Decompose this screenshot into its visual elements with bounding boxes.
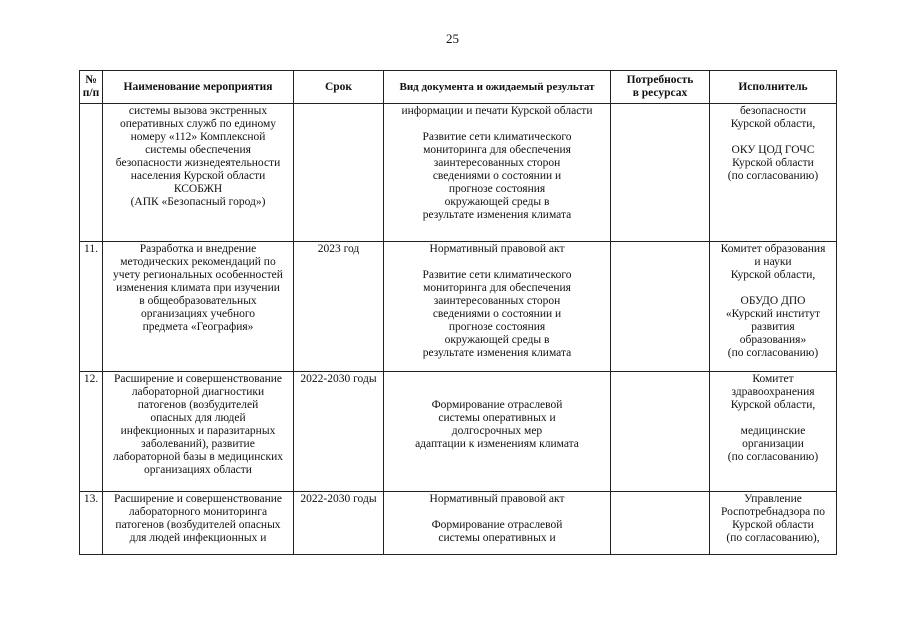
cell-line: Развитие сети климатического — [422, 269, 572, 281]
cell-line: Разработка и внедрение — [139, 243, 257, 255]
header-row — [80, 71, 837, 104]
cell-line: адаптации к изменениям климата — [415, 438, 579, 450]
cell-line: населения Курской области — [130, 170, 266, 182]
cell-line: учету региональных особенностей — [113, 269, 283, 281]
cell-line: системы обеспечения — [145, 144, 251, 156]
cell-line: ОКУ ЦОД ГОЧС — [731, 144, 815, 156]
cell-line: лабораторного мониторинга — [128, 506, 268, 518]
expected-result — [384, 242, 611, 372]
cell-line: Курской области — [732, 157, 814, 169]
resource-needs — [611, 242, 710, 372]
expected-result — [384, 492, 611, 555]
resource-needs — [611, 372, 710, 492]
measure-name — [103, 242, 294, 372]
row-number — [80, 104, 103, 242]
cell-line: системы оперативных и — [438, 412, 556, 424]
header-result: Вид документа и ожидаемый результат — [384, 71, 611, 104]
cell-line: Нормативный правовой акт — [429, 493, 565, 505]
cell-line: «Курский институт — [725, 308, 821, 320]
page-number: 25 — [446, 31, 459, 46]
cell-line: для людей инфекционных и — [129, 532, 267, 544]
cell-line: и науки — [754, 256, 792, 268]
measures-table — [79, 70, 837, 555]
cell-line: окружающей среды в — [444, 334, 550, 346]
resource-needs — [611, 104, 710, 242]
cell-line — [712, 412, 834, 425]
cell-line: оперативных служб по единому — [119, 118, 277, 130]
cell-line: сведениями о состоянии и — [432, 308, 562, 320]
cell-line: в общеобразовательных — [139, 295, 257, 307]
measure-name — [103, 492, 294, 555]
table-row — [80, 492, 837, 555]
executor — [710, 372, 837, 492]
measure-name — [103, 372, 294, 492]
cell-line — [386, 373, 608, 386]
cell-line: патогенов (возбудителей — [137, 399, 259, 411]
cell-line: мониторинга для обеспечения — [423, 144, 571, 156]
cell-line: мониторинга для обеспечения — [423, 282, 571, 294]
cell-line: (по согласованию) — [727, 451, 819, 463]
cell-line: информации и печати Курской области — [401, 105, 593, 117]
cell-line: сведениями о состоянии и — [432, 170, 562, 182]
executor — [710, 104, 837, 242]
cell-line: Курской области, — [730, 399, 816, 411]
term: 2023 год — [294, 242, 384, 372]
cell-line: Курской области, — [730, 269, 816, 281]
cell-line: Расширение и совершенствование — [114, 373, 282, 385]
cell-line: Управление — [744, 493, 802, 505]
row-number: 12. — [80, 372, 103, 492]
cell-line: результате изменения климата — [422, 347, 572, 359]
cell-line — [712, 282, 834, 295]
cell-line: Расширение и совершенствование — [114, 493, 282, 505]
cell-line: заинтересованных сторон — [433, 157, 561, 169]
cell-line: системы вызова экстренных — [128, 105, 268, 117]
cell-line: заболеваний), развитие — [141, 438, 255, 450]
header-executor: Исполнитель — [710, 71, 837, 104]
header-needs: Потребность в ресурсах — [611, 71, 710, 104]
expected-result — [384, 104, 611, 242]
measure-name — [103, 104, 294, 242]
cell-line: (по согласованию), — [726, 532, 820, 544]
header-num: № п/п — [80, 71, 103, 104]
cell-line: развития — [751, 321, 795, 333]
cell-line: КСОБЖН — [173, 183, 223, 195]
cell-line: ОБУДО ДПО — [740, 295, 806, 307]
executor — [710, 242, 837, 372]
table-row — [80, 104, 837, 242]
cell-line: опасных для людей — [150, 412, 246, 424]
cell-line: лабораторной диагностики — [131, 386, 265, 398]
cell-line — [386, 118, 608, 131]
cell-line: патогенов (возбудителей опасных — [115, 519, 281, 531]
term: 2022-2030 годы — [294, 372, 384, 492]
cell-line: результате изменения климата — [422, 209, 572, 221]
header-name: Наименование мероприятия — [103, 71, 294, 104]
cell-line: Курской области — [732, 519, 814, 531]
cell-line: лабораторной базы в медицинских — [112, 451, 283, 463]
row-number: 11. — [80, 242, 103, 372]
cell-line: прогнозе состояния — [448, 183, 546, 195]
cell-line: (по согласованию) — [727, 170, 819, 182]
cell-line: изменения климата при изучении — [116, 282, 280, 294]
cell-line: Формирование отраслевой — [431, 399, 563, 411]
cell-line: организации — [742, 438, 804, 450]
cell-line: прогнозе состояния — [448, 321, 546, 333]
cell-line: Развитие сети климатического — [422, 131, 572, 143]
cell-line: Курской области, — [730, 118, 816, 130]
cell-line: системы оперативных и — [438, 532, 556, 544]
cell-line: организациях области — [144, 464, 252, 476]
row-number: 13. — [80, 492, 103, 555]
term: 2022-2030 годы — [294, 492, 384, 555]
cell-line: Комитет образования — [720, 243, 826, 255]
cell-line: Комитет — [752, 373, 794, 385]
executor — [710, 492, 837, 555]
table-row — [80, 372, 837, 492]
cell-line: безопасности жизнедеятельности — [115, 157, 281, 169]
cell-line: номеру «112» Комплексной — [130, 131, 266, 143]
cell-line: медицинские — [740, 425, 806, 437]
term — [294, 104, 384, 242]
cell-line: окружающей среды в — [444, 196, 550, 208]
cell-line: предмета «География» — [142, 321, 254, 333]
cell-line — [386, 256, 608, 269]
cell-line: (по согласованию) — [727, 347, 819, 359]
header-term: Срок — [294, 71, 384, 104]
cell-line — [712, 131, 834, 144]
cell-line: Формирование отраслевой — [431, 519, 563, 531]
cell-line — [386, 386, 608, 399]
resource-needs — [611, 492, 710, 555]
cell-line: организациях учебного — [140, 308, 256, 320]
cell-line: Роспотребнадзора по — [721, 506, 825, 518]
cell-line: заинтересованных сторон — [433, 295, 561, 307]
cell-line: безопасности — [739, 105, 806, 117]
cell-line: образования» — [739, 334, 807, 346]
cell-line: инфекционных и паразитарных — [120, 425, 276, 437]
cell-line: Нормативный правовой акт — [429, 243, 565, 255]
cell-line: здравоохранения — [731, 386, 815, 398]
table-row — [80, 242, 837, 372]
cell-line: долгосрочных мер — [451, 425, 543, 437]
cell-line — [386, 506, 608, 519]
cell-line: методических рекомендаций по — [120, 256, 276, 268]
cell-line: (АПК «Безопасный город») — [130, 196, 266, 208]
expected-result — [384, 372, 611, 492]
